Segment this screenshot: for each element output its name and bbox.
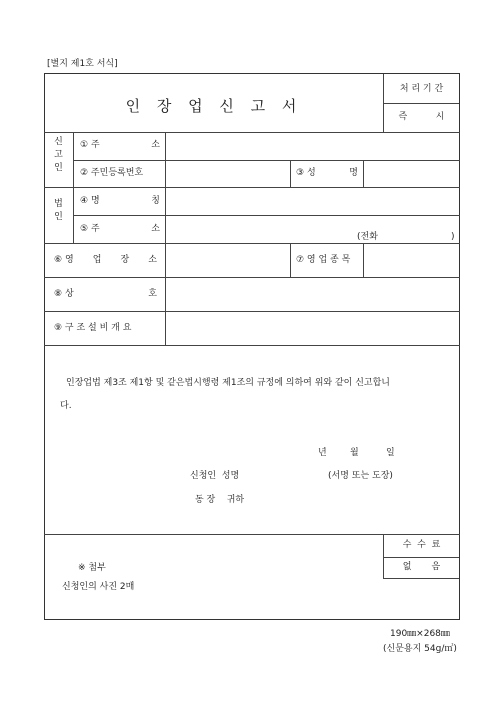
paper-size: 190㎜×268㎜ [390,629,450,639]
form-frame [44,73,460,620]
attachment-label: ※ 첨부 [78,563,106,573]
fee-value: 없 음 [402,562,441,572]
date-year: 년 [318,448,327,458]
date-month: 월 [350,448,359,458]
trade-name-label: ⑧ 상 호 [54,289,157,299]
processing-period-label: 처 리 기 간 [399,84,444,94]
corp-name-label: ④ 명 칭 [80,196,160,206]
processing-period-value: 즉 시 [398,112,445,122]
corp-address-label: ⑤ 주 소 [80,224,160,234]
address-label: ① 주 소 [80,140,160,150]
resident-number-label: ② 주민등록번호 [80,168,144,178]
declaration-text-line2: 다. [60,401,72,411]
form-title: 인 장 업 신 고 서 [125,97,303,115]
form-number: [별지 제1호 서식] [47,59,118,69]
paper-type: (신문용지 54g/㎡) [383,644,457,654]
business-type-label: ⑦ 영 업 종 목 [296,255,351,265]
attachment-item: 신청인의 사진 2매 [62,582,135,592]
signature-hint: (서명 또는 도장) [328,471,393,481]
fee-label: 수 수 료 [402,540,441,550]
applicant-group-label: 신 고 인 [54,137,63,173]
applicant-name-label: 신청인 성명 [190,471,240,481]
phone-close: ) [451,232,455,242]
date-day: 일 [386,448,395,458]
name-label: ③ 성 명 [296,168,358,178]
business-place-label: ⑥ 영 업 장 소 [54,255,157,265]
facility-label: ⑨ 구 조 설 비 개 요 [54,323,132,333]
phone-open: (전화 [357,232,378,242]
declaration-text-line1: 인장업법 제3조 제1항 및 같은법시행령 제1조의 규정에 의하여 위와 같이 신고합니 [66,378,390,388]
addressee: 동 장 귀하 [195,495,245,505]
corporation-group-label: 법 인 [54,199,63,222]
